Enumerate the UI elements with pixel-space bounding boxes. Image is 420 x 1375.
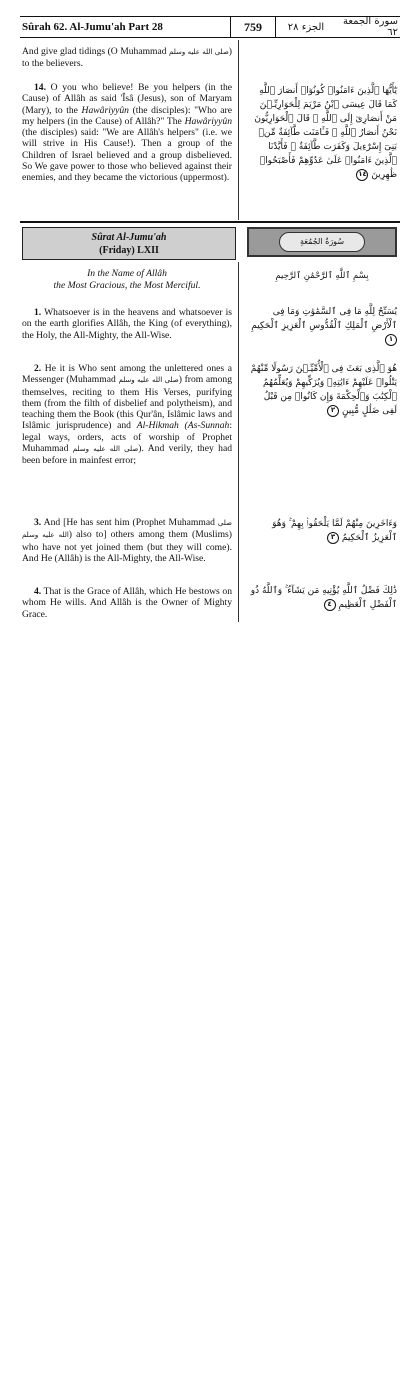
verse-text: ) to the believers. — [22, 46, 232, 70]
verse-2-arabic — [247, 362, 397, 418]
verse-14-english — [22, 82, 232, 184]
verse-text: ) also to] others among them (Muslims) who have not yet joined them (but they will come). And He (Allâh) is the All-Mighty, the All-Wise. — [22, 529, 232, 564]
ayah-number-mark: ١٤ — [356, 169, 368, 181]
verse-number: 1. — [34, 307, 42, 318]
column-divider — [238, 262, 239, 622]
header-surah-arabic: سورة الجمعة ٦٢ — [342, 16, 398, 38]
verse-text: (the disciples): "Who are my helpers (in the Cause) of Allâh?" The — [22, 104, 232, 127]
basmala-line: In the Name of Allâh — [87, 268, 167, 279]
verse-text: : legal ways, orders, acts of worship of Prophet Muhammad — [22, 420, 232, 455]
verse-2-english — [22, 363, 232, 467]
header-surah-title: Sûrah 62. Al-Jumu'ah Part 28 — [22, 21, 163, 33]
ayah-number-mark: ٣ — [327, 532, 339, 544]
arabic-text: ذَٰلِكَ فَضْلُ ٱللَّهِ يُؤْتِيهِ مَن يَشَآءُ ۚ وَٱللَّهُ ذُو ٱلْفَضْلِ ٱلْعَظِيمِ — [250, 586, 397, 610]
salutation: صلى الله عليه وسلم — [22, 519, 232, 540]
salutation: صلى الله عليه وسلم — [169, 48, 229, 56]
surah-title-arabic: سُورَةُ الجُمُعَةِ — [279, 232, 365, 252]
verse-1-english — [22, 307, 232, 341]
verse-3-english — [22, 517, 232, 564]
surah-subtitle: (Friday) LXII — [99, 245, 159, 256]
verse-number: 2. — [34, 363, 42, 374]
verse-number: 3. — [34, 517, 42, 528]
ayah-number-mark: ٢ — [327, 405, 339, 417]
ayah-number-mark: ١ — [385, 334, 397, 346]
verse-14-arabic — [247, 84, 397, 182]
verse-4-arabic — [247, 584, 397, 612]
arabic-text: يُسَبِّحُ لِلَّهِ مَا فِى ٱلسَّمَٰوَٰتِ وَمَا فِى ٱلْأَرْضِ ٱلْمَلِكِ ٱلْقُدُّوسِ ٱلْعَزِيزِ ٱلْحَكِيمِ — [251, 307, 397, 331]
verse-term: Al-Hikmah (As-Sunnah — [136, 420, 230, 432]
basmala-line: the Most Gracious, the Most Merciful. — [53, 279, 201, 291]
surah-title-box — [22, 227, 236, 260]
verse-text: And give glad tidings (O Muhammad — [22, 46, 170, 57]
verse-text: O you who believe! Be you helpers (in the Cause) of Allâh as said 'Îsâ (Jesus), son of Maryam (Mary), to the — [22, 82, 232, 116]
verse-text: (the disciples) said: "We are Allâh's helpers" (i.e. we will strive in His Cause!). Then a group of the Children of Israel believed and a group disbelieved. So We gave power to those who believed against their enemies, and they became the victorious (uppermost). — [22, 127, 232, 184]
arabic-text: هُوَ ٱلَّذِى بَعَثَ فِى ٱلْأُمِّيِّـۧنَ رَسُولًا مِّنْهُمْ يَتْلُوا۟ عَلَيْهِمْ ءَايَٰتِهِۦ وَيُزَكِّيهِمْ وَيُعَلِّمُهُمُ ٱلْكِتَٰبَ وَٱلْحِكْمَةَ وَإِن كَانُوا۟ مِن قَبْلُ لَفِى ضَلَٰلٍ مُّبِينٍ — [250, 364, 397, 416]
verse-3-arabic — [247, 517, 397, 545]
verse-text: Whatsoever is in the heavens and whatsoever is on the earth glorifies Allâh, the King (of everything), the Holy, the All-Mighty, the All-Wise. — [22, 307, 232, 341]
section-rule — [20, 221, 400, 223]
ayah-number-mark: ٤ — [324, 599, 336, 611]
page-header — [20, 16, 400, 38]
verse-text: ). And verily, they had been before in mainfest error; — [22, 443, 232, 467]
verse-4-english — [22, 586, 232, 620]
verse-text: And [He has sent him (Prophet Muhammad — [41, 517, 218, 528]
verse-term: Hawâriyyûn — [81, 104, 129, 116]
verse-text: That is the Grace of Allâh, which He bestows on whom He wills. And Allâh is the Owner of Mighty Grace. — [22, 586, 232, 620]
verse-number: 14. — [34, 82, 46, 93]
arabic-text: وَءَاخَرِينَ مِنْهُمْ لَمَّا يَلْحَقُوا۟ بِهِمْ ۚ وَهُوَ ٱلْعَزِيزُ ٱلْحَكِيمُ — [272, 519, 397, 543]
surah-ornament-frame — [247, 227, 397, 257]
surah-title: Sûrat Al-Jumu'ah — [91, 232, 167, 243]
verse-1-arabic — [247, 305, 397, 347]
verse-text: ) from among themselves, reciting to them His Verses, purifying them (from the filth of disbelief and polytheism), and teaching them the Book (this Qur'ân, Islâmic laws and Islâmic jurisprudence) and — [22, 374, 232, 432]
salutation: صلى الله عليه وسلم — [118, 376, 179, 385]
verse-term: Hawâriyyûn — [184, 115, 232, 127]
header-juz-arabic: الجزء ٢٨ — [287, 21, 325, 33]
verse-text: He it is Who sent among the unlettered ones a Messenger (Muhammad — [22, 363, 232, 386]
column-divider — [238, 40, 239, 220]
basmala-english — [22, 268, 232, 291]
arabic-text: يَٰٓأَيُّهَا ٱلَّذِينَ ءَامَنُوا۟ كُونُوٓا۟ أَنصَارَ ٱللَّهِ كَمَا قَالَ عِيسَى ٱبْنُ مَرْيَمَ لِلْحَوَارِيِّـۧنَ مَنْ أَنصَارِىٓ إِلَى ٱللَّهِ ۖ قَالَ ٱلْحَوَارِيُّونَ نَحْنُ أَنصَارُ ٱللَّهِ ۖ فَـَٔامَنَت طَّآئِفَةٌ مِّنۢ بَنِىٓ إِسْرَٰٓءِيلَ وَكَفَرَت طَّآئِفَةٌ ۖ فَأَيَّدْنَا ٱلَّذِينَ ءَامَنُوا۟ عَلَىٰ عَدُوِّهِمْ فَأَصْبَحُوا۟ ظَٰهِرِينَ — [254, 86, 397, 180]
verse-number: 4. — [34, 586, 42, 597]
basmala-arabic: بِسْمِ ٱللَّهِ ٱلرَّحْمَٰنِ ٱلرَّحِيمِ — [275, 271, 369, 281]
verse-13-tail — [22, 46, 232, 70]
salutation: صلى الله عليه وسلم — [72, 445, 139, 454]
page-number: 759 — [230, 17, 276, 37]
